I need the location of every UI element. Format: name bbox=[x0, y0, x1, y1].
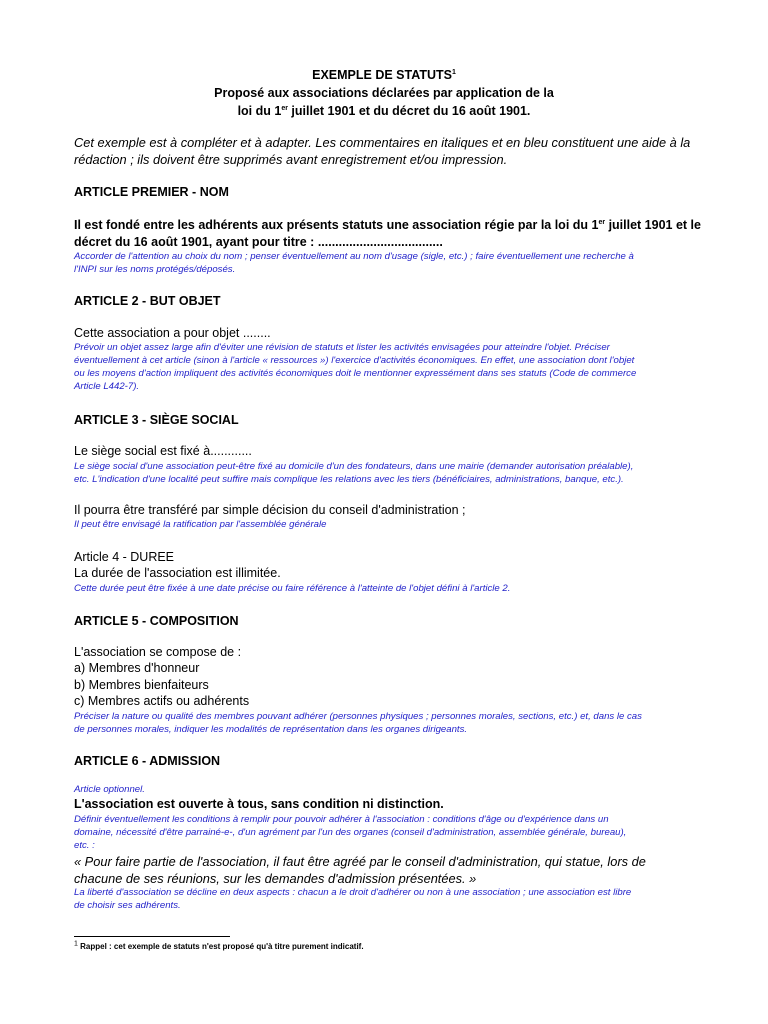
article-1-text-end: juillet 1901 et le bbox=[605, 218, 701, 232]
footnote bbox=[74, 942, 364, 951]
article-5-item-b: b) Membres bienfaiteurs bbox=[74, 678, 209, 692]
article-1-comment-line-1: Accorder de l'attention au choix du nom ; penser éventuellement au nom d'usage (sigle, etc.) ; faire éventuellement une recherche à bbox=[74, 251, 634, 262]
article-6-comment-line-2: domaine, nécessité d'être parrainé-e-, d'un agrément par l'un des organes (conseil d'administration, assemblée générale, bureau), bbox=[74, 827, 627, 838]
article-2-text: Cette association a pour objet ........ bbox=[74, 326, 271, 340]
footnote-mark: 1 bbox=[74, 940, 78, 948]
article-3-comment-line-1: Le siège social d'une association peut-être fixé au domicile d'un des fondateurs, dans une mairie (demander autorisation préalable), bbox=[74, 461, 634, 472]
intro-line-2: rédaction ; ils doivent être supprimés avant enregistrement et/ou impression. bbox=[74, 152, 508, 167]
article-6-quote-line-2: chacune de ses réunions, sur les demandes d'admission présentées. » bbox=[74, 871, 477, 886]
article-3-text-1: Le siège social est fixé à............ bbox=[74, 444, 252, 458]
article-5-item-c: c) Membres actifs ou adhérents bbox=[74, 694, 250, 708]
article-2-comment-line-1: Prévoir un objet assez large afin d'éviter une révision de statuts et lister les activités envisagées pour atteindre l'objet. Préciser bbox=[74, 342, 610, 353]
article-1-text-line-1 bbox=[74, 218, 701, 232]
article-5-intro: L'association se compose de : bbox=[74, 645, 242, 659]
footnote-separator bbox=[74, 936, 230, 937]
article-1-sup: er bbox=[598, 218, 606, 226]
article-1-heading: ARTICLE PREMIER - NOM bbox=[74, 185, 229, 199]
article-1-comment-line-2: l'INPI sur les noms protégés/déposés. bbox=[74, 264, 236, 275]
article-1-text-start: Il est fondé entre les adhérents aux présents statuts une association régie par la loi du 1 bbox=[74, 218, 599, 232]
article-1-text-line-2: décret du 16 août 1901, ayant pour titre : .................................... bbox=[74, 235, 443, 249]
article-2-comment-line-4: Article L442-7). bbox=[74, 381, 140, 392]
article-6-quote-line-1: « Pour faire partie de l'association, il faut être agréé par le conseil d'administration, qui statue, lors de bbox=[74, 854, 646, 869]
article-6-comment-line-4: La liberté d'association se décline en deux aspects : chacun a le droit d'adhérer ou non à une association ; une association est libre bbox=[74, 887, 632, 898]
article-6-heading: ARTICLE 6 - ADMISSION bbox=[74, 754, 221, 768]
article-4-heading: Article 4 - DUREE bbox=[74, 550, 175, 564]
article-5-comment-line-2: de personnes morales, indiquer les modalités de représentation dans les organes dirigeants. bbox=[74, 724, 468, 735]
footnote-ref-1: 1 bbox=[451, 68, 456, 76]
document-title bbox=[74, 68, 694, 82]
article-5-heading: ARTICLE 5 - COMPOSITION bbox=[74, 614, 239, 628]
article-6-comment-line-3: etc. : bbox=[74, 840, 95, 851]
article-4-text: La durée de l'association est illimitée. bbox=[74, 566, 281, 580]
article-3-comment-line-3: Il peut être envisagé la ratification par l'assemblée générale bbox=[74, 519, 327, 530]
article-2-comment-line-3: ou les moyens d'action impliquent des activités économiques doit le mentionner expressément dans ses statuts (Code de commerce bbox=[74, 368, 637, 379]
article-3-comment-line-2: etc. L'indication d'une localité peut suffire mais complique les relations avec les tiers (bénéficiaires, administrations, banque, etc.). bbox=[74, 474, 624, 485]
title-line-3-sup: er bbox=[281, 104, 288, 112]
article-2-heading: ARTICLE 2 - BUT OBJET bbox=[74, 294, 221, 308]
article-2-comment-line-2: éventuellement à cet article (sinon à l'article « ressources ») l'exercice d'activités économiques. En effet, une association dont l'objet bbox=[74, 355, 635, 366]
article-6-text: L'association est ouverte à tous, sans condition ni distinction. bbox=[74, 797, 444, 811]
intro-line-1: Cet exemple est à compléter et à adapter. Les commentaires en italiques et en bleu constituent une aide à la bbox=[74, 135, 691, 150]
article-3-heading: ARTICLE 3 - SIÈGE SOCIAL bbox=[74, 413, 239, 427]
article-6-comment-line-1: Définir éventuellement les conditions à remplir pour pouvoir adhérer à l'association : conditions d'âge ou d'expérience dans un bbox=[74, 814, 609, 825]
title-line-1: EXEMPLE DE STATUTS bbox=[312, 68, 452, 82]
title-line-3-start: loi du 1 bbox=[237, 104, 282, 118]
article-3-text-2: Il pourra être transféré par simple décision du conseil d'administration ; bbox=[74, 503, 466, 517]
title-line-3-end: juillet 1901 et du décret du 16 août 1901. bbox=[287, 104, 531, 118]
title-line-2: Proposé aux associations déclarées par application de la bbox=[214, 86, 554, 100]
article-6-comment-optional: Article optionnel. bbox=[74, 784, 145, 795]
article-4-comment: Cette durée peut être fixée à une date précise ou faire référence à l'atteinte de l'objet défini à l'article 2. bbox=[74, 583, 511, 594]
title-line-3 bbox=[74, 104, 694, 118]
article-6-comment-line-5: de choisir ses adhérents. bbox=[74, 900, 181, 911]
footnote-text: Rappel : cet exemple de statuts n'est proposé qu'à titre purement indicatif. bbox=[80, 942, 364, 951]
article-5-item-a: a) Membres d'honneur bbox=[74, 661, 200, 675]
article-5-comment-line-1: Préciser la nature ou qualité des membres pouvant adhérer (personnes physiques ; personnes morales, sections, etc.) et, dans le cas bbox=[74, 711, 642, 722]
